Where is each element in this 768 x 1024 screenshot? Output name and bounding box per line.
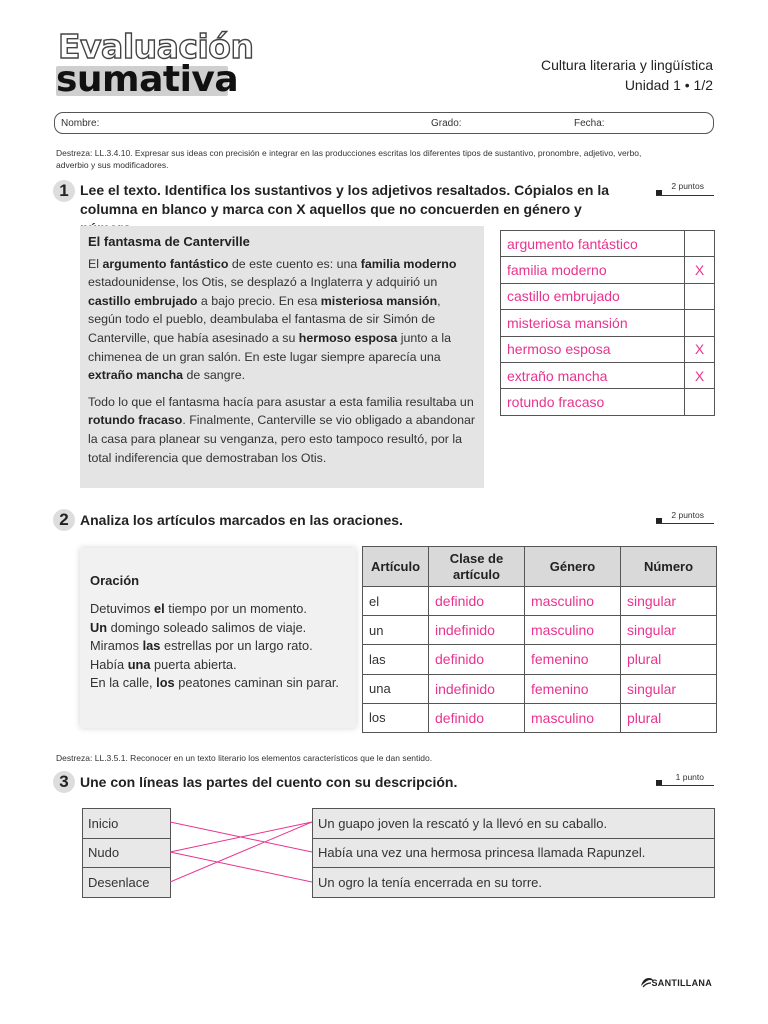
article-cell: un (363, 616, 429, 645)
q3-points: 1 punto (675, 772, 704, 782)
answer-row (501, 231, 715, 257)
answer-cell[interactable]: indefinido (429, 674, 525, 703)
answer-phrase[interactable]: misteriosa mansión (501, 310, 685, 336)
line-desenlace-to-desc1 (170, 822, 312, 882)
q3-instruction: Une con líneas las partes del cuento con su descripción. (80, 774, 458, 790)
answer-phrase[interactable]: familia moderno (501, 257, 685, 283)
q2-number: 2 (53, 509, 75, 531)
q1-answer-table (500, 230, 715, 416)
column-header: Clase de artículo (429, 547, 525, 587)
answer-phrase[interactable]: extraño mancha (501, 362, 685, 388)
answer-cell[interactable]: singular (621, 674, 717, 703)
answer-cell[interactable]: singular (621, 587, 717, 616)
answer-cell[interactable]: masculino (525, 703, 621, 732)
highlighted-word: misteriosa mansión (320, 293, 438, 308)
sentences-box (80, 548, 356, 728)
logo-sumativa: sumativa (56, 59, 239, 100)
q1-instruction: Lee el texto. Identifica los sustantivos y los adjetivos resaltados. Cópialos en la columna en blanco y marca con X aquellos que no concuerden en género y (80, 182, 610, 217)
answer-mark[interactable] (685, 231, 715, 257)
answer-mark[interactable] (685, 283, 715, 309)
answer-row (501, 362, 715, 388)
answer-cell[interactable]: indefinido (429, 616, 525, 645)
line-nudo-to-desc3 (170, 852, 312, 882)
answer-row (501, 257, 715, 283)
story-part[interactable]: Nudo (83, 838, 171, 868)
story-paragraph-1: El argumento fantástico de este cuento es: una familia moderno estadounidense, los Otis, se desplazó a Inglaterra y adquirió un castillo embrujado a bajo precio. En esa misteriosa mansión, según todo el pueblo, deambulaba el fantasma de sir Simón de Canterville, que había asesinado a su hermoso esposa junto a la chimenea de un gran salón. En este lugar siempre aparecía una extraño mancha de sangre. (88, 256, 457, 383)
answer-mark[interactable] (685, 310, 715, 336)
answer-cell[interactable]: masculino (525, 587, 621, 616)
answer-cell[interactable]: plural (621, 703, 717, 732)
sentence: En la calle, los peatones caminan sin parar. (90, 675, 339, 691)
answer-mark[interactable] (685, 389, 715, 415)
answer-row (501, 336, 715, 362)
highlighted-word: rotundo fracaso (88, 413, 183, 428)
highlighted-word: extraño mancha (88, 368, 184, 383)
table-row (363, 645, 717, 674)
table-row (363, 616, 717, 645)
table-row (363, 674, 717, 703)
nombre-field[interactable]: Nombre: (61, 118, 100, 129)
destreza-2: Destreza: LL.3.5.1. Reconocer en un texto literario los elementos característicos que le dan sentido. (56, 753, 433, 763)
q2-article-table (362, 546, 717, 733)
answer-cell[interactable]: definido (429, 703, 525, 732)
q1-points: 2 puntos (671, 181, 704, 191)
subject-title: Cultura literaria y lingüística (541, 57, 713, 73)
story-title: El fantasma de Canterville (88, 234, 250, 249)
answer-row (501, 283, 715, 309)
grado-field[interactable]: Grado: (431, 118, 462, 129)
highlighted-word: Un (90, 619, 108, 635)
table-row (363, 703, 717, 732)
answer-cell[interactable]: masculino (525, 616, 621, 645)
highlighted-word: hermoso esposa (298, 330, 398, 345)
q2-points: 2 puntos (671, 510, 704, 520)
answer-row (501, 310, 715, 336)
matching-lines (170, 808, 312, 898)
answer-phrase[interactable]: hermoso esposa (501, 336, 685, 362)
highlighted-word: familia moderno (360, 256, 457, 271)
destreza-1: Destreza: LL.3.4.10. Expresar sus ideas con precisión e integrar en las producciones escritas los diferentes tipos de sustantivo, pronombre, adjetivo, verbo, adverbio y sus modificadores. (56, 148, 642, 170)
student-info-bar (54, 112, 714, 134)
story-description[interactable]: Un guapo joven la rescató y la llevó en su caballo. (313, 809, 715, 839)
fecha-field[interactable]: Fecha: (574, 118, 605, 129)
highlighted-word: argumento fantástico (102, 256, 229, 271)
story-text-box (80, 226, 484, 488)
sentence: Un domingo soleado salimos de viaje. (90, 619, 307, 635)
unit-label: Unidad 1 • 1/2 (624, 77, 713, 93)
answer-mark[interactable]: X (685, 336, 715, 362)
story-paragraph-2: Todo lo que el fantasma hacía para asustar a esta familia resultaba un rotundo fracaso. Finalmente, Canterville se vio obligado a abandonar la casa para planear su venganza, pero esto tampoco resultó, por la total indiferencia que demostraban los Otis. (88, 394, 476, 465)
answer-mark[interactable]: X (685, 362, 715, 388)
q3-number: 3 (53, 771, 75, 793)
answer-cell[interactable]: femenino (525, 674, 621, 703)
sentence: Miramos las estrellas por un largo rato. (90, 638, 313, 654)
q1-number: 1 (53, 180, 75, 202)
answer-cell[interactable]: definido (429, 645, 525, 674)
sentence: Detuvimos el tiempo por un momento. (90, 601, 307, 617)
answer-phrase[interactable]: rotundo fracaso (501, 389, 685, 415)
story-description[interactable]: Había una vez una hermosa princesa llamada Rapunzel. (313, 838, 715, 868)
q2-instruction: Analiza los artículos marcados en las oraciones. (80, 512, 403, 528)
highlighted-word: las (142, 638, 161, 654)
answer-mark[interactable]: X (685, 257, 715, 283)
answer-cell[interactable]: definido (429, 587, 525, 616)
answer-cell[interactable]: plural (621, 645, 717, 674)
highlighted-word: los (156, 675, 175, 691)
descriptions-column (312, 808, 715, 898)
table-row (363, 587, 717, 616)
highlighted-word: una (127, 656, 151, 672)
article-cell: los (363, 703, 429, 732)
story-description[interactable]: Un ogro la tenía encerrada en su torre. (313, 868, 715, 898)
answer-row (501, 389, 715, 415)
sentence: Había una puerta abierta. (90, 656, 237, 672)
highlighted-word: el (154, 601, 165, 617)
article-cell: las (363, 645, 429, 674)
story-parts-column (82, 808, 171, 898)
column-header: Artículo (363, 547, 429, 587)
column-header: Número (621, 547, 717, 587)
column-header: Género (525, 547, 621, 587)
answer-phrase[interactable]: argumento fantástico (501, 231, 685, 257)
answer-phrase[interactable]: castillo embrujado (501, 283, 685, 309)
logo-evaluacion: Evaluación (58, 27, 254, 66)
article-cell: una (363, 674, 429, 703)
story-part[interactable]: Inicio (83, 809, 171, 839)
answer-cell[interactable]: singular (621, 616, 717, 645)
story-part[interactable]: Desenlace (83, 868, 171, 898)
oracion-title: Oración (90, 573, 140, 588)
answer-cell[interactable]: femenino (525, 645, 621, 674)
article-cell: el (363, 587, 429, 616)
santillana-logo: SANTILLANA (651, 978, 712, 988)
highlighted-word: castillo embrujado (88, 293, 198, 308)
